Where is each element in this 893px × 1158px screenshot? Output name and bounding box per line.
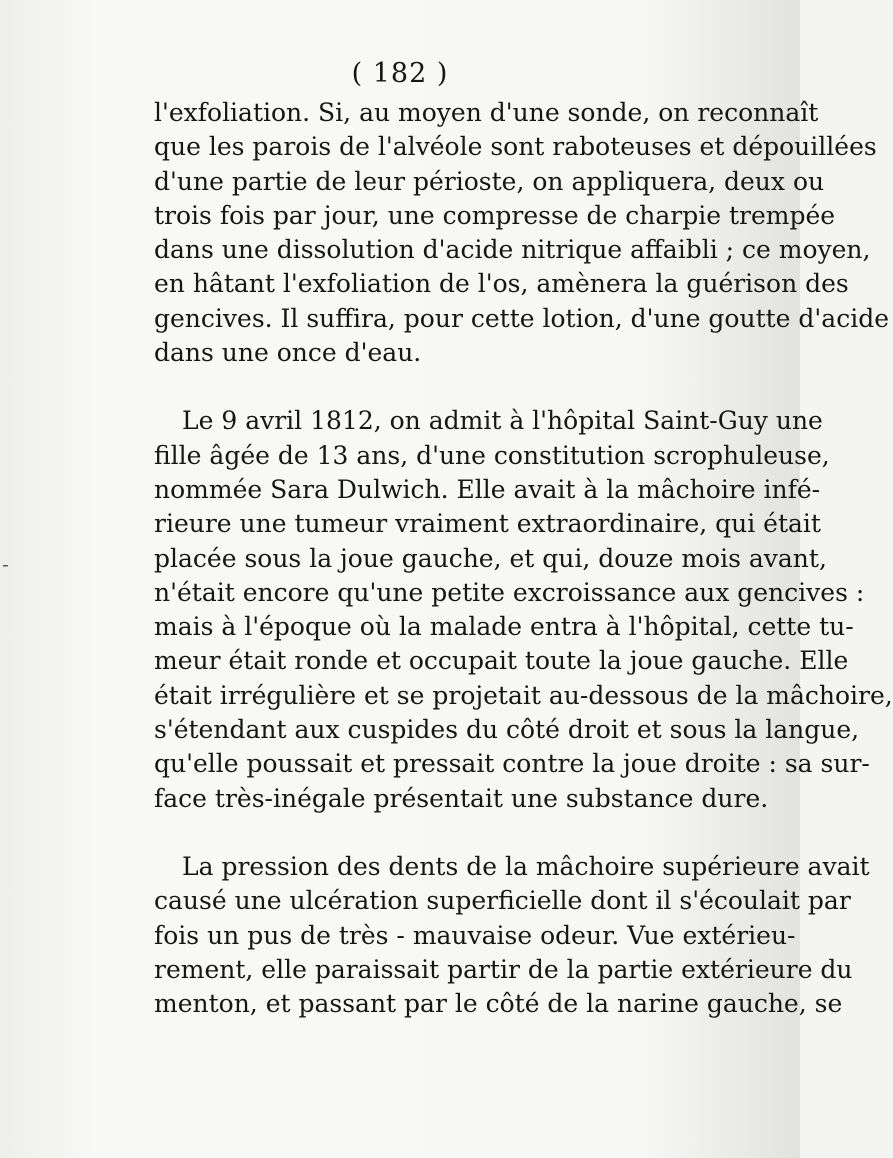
- text-line: que les parois de l'alvéole sont raboteuses et dépouillées: [154, 132, 877, 162]
- text-line: causé une ulcération superficielle dont il s'écoulait par: [154, 886, 851, 916]
- text-line: face très-inégale présentait une substance dure.: [154, 783, 769, 813]
- paragraph-1: [154, 96, 889, 370]
- text-line: fille âgée de 13 ans, d'une constitution scrophuleuse,: [154, 440, 830, 470]
- page-number: ( 182 ): [351, 58, 449, 89]
- text-line: était irrégulière et se projetait au-dessous de la mâchoire,: [154, 680, 893, 710]
- paragraph-2: [154, 404, 893, 816]
- paragraph-3: [154, 850, 870, 1021]
- text-line: rement, elle paraissait partir de la partie extérieure du: [154, 954, 853, 984]
- text-line: trois fois par jour, une compresse de charpie trempée: [154, 200, 836, 230]
- margin-mark: -: [2, 552, 9, 576]
- text-line: fois un pus de très - mauvaise odeur. Vue extérieu-: [154, 920, 796, 950]
- text-line: mais à l'époque où la malade entra à l'hôpital, cette tu-: [154, 612, 854, 642]
- text-line: La pression des dents de la mâchoire supérieure avait: [182, 851, 870, 881]
- paragraph-spacer: [154, 370, 758, 404]
- text-line: l'exfoliation. Si, au moyen d'une sonde, on reconnaît: [154, 98, 819, 127]
- paragraph-spacer: [154, 816, 758, 850]
- text-line: gencives. Il suffira, pour cette lotion, d'une goutte d'acide: [154, 303, 889, 333]
- text-line: rieure une tumeur vraiment extraordinaire, qui était: [154, 509, 821, 539]
- text-line: menton, et passant par le côté de la narine gauche, se: [154, 989, 843, 1019]
- text-line: dans une dissolution d'acide nitrique affaibli ; ce moyen,: [154, 235, 871, 265]
- text-line: placée sous la joue gauche, et qui, douze mois avant,: [154, 543, 827, 573]
- text-line: meur était ronde et occupait toute la joue gauche. Elle: [154, 646, 849, 676]
- body-text: [154, 96, 893, 1021]
- text-line: qu'elle poussait et pressait contre la joue droite : sa sur-: [154, 749, 870, 779]
- text-line: n'était encore qu'une petite excroissance aux gencives :: [154, 577, 865, 607]
- text-line: en hâtant l'exfoliation de l'os, amènera la guérison des: [154, 269, 849, 299]
- text-line: nommée Sara Dulwich. Elle avait à la mâchoire infé-: [154, 474, 821, 504]
- text-line: Le 9 avril 1812, on admit à l'hôpital Saint-Guy une: [182, 406, 823, 436]
- text-line: s'étendant aux cuspides du côté droit et sous la langue,: [154, 715, 860, 745]
- text-line: d'une partie de leur périoste, on appliquera, deux ou: [154, 166, 825, 196]
- text-line: dans une once d'eau.: [154, 338, 422, 368]
